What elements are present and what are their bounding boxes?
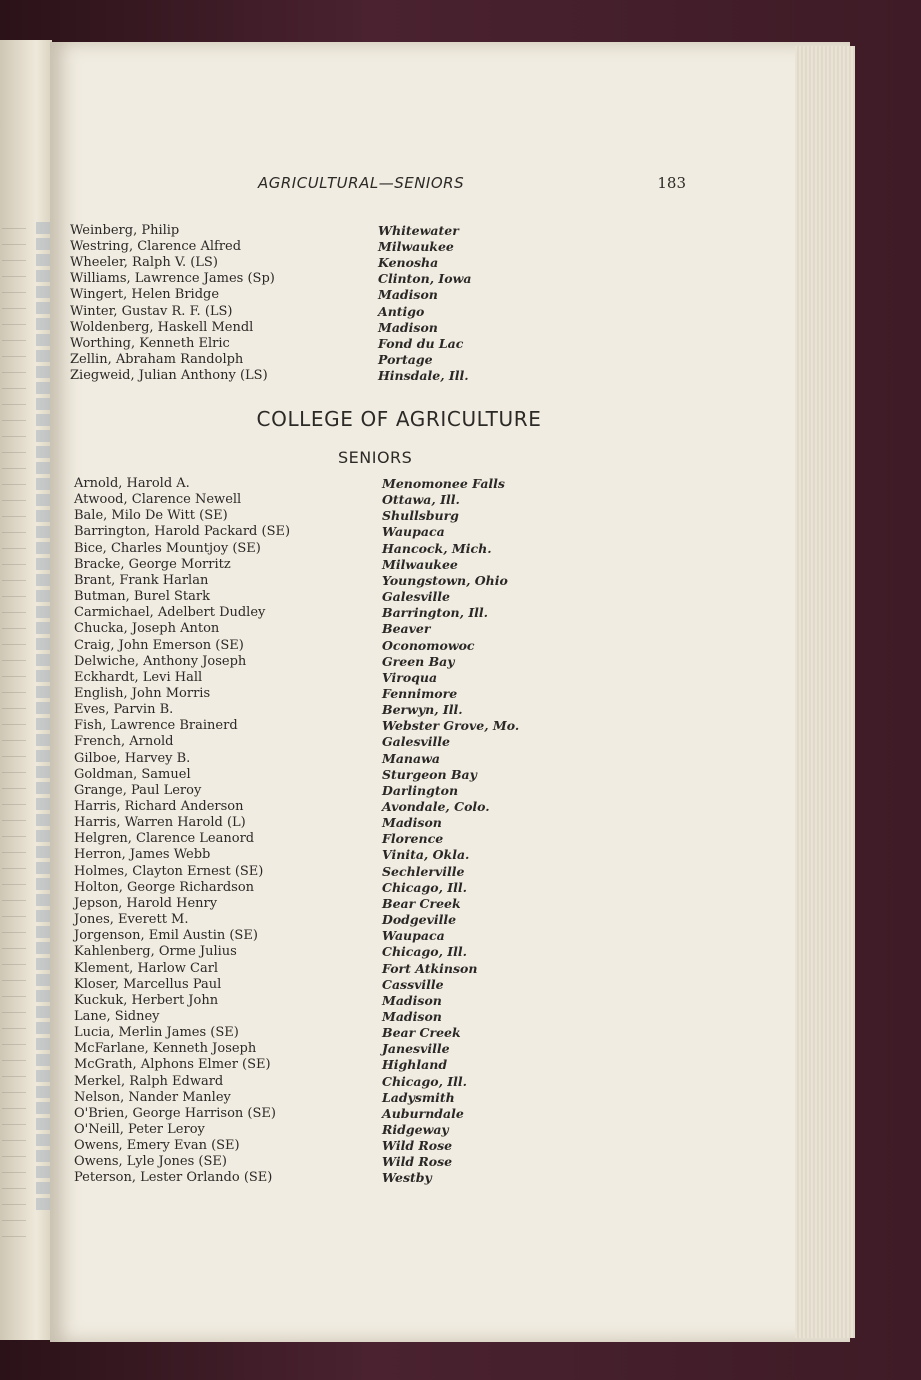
bleed-through-line: —— — [2, 940, 26, 954]
tab-mark — [36, 254, 50, 266]
bleed-through-line: —— — [2, 1116, 26, 1130]
hometown: Milwaukee — [382, 556, 458, 572]
student-name: Wingert, Helen Bridge — [70, 287, 220, 303]
hometown: Madison — [378, 319, 438, 335]
student-name: O'Neill, Peter Leroy — [74, 1122, 205, 1137]
hometown: Antigo — [378, 303, 425, 319]
bleed-through-line: —— — [2, 1212, 26, 1226]
bleed-through-line: —— — [2, 620, 26, 634]
bleed-through-line: —— — [2, 988, 26, 1002]
tab-mark — [36, 350, 50, 362]
bleed-through-line: —— — [2, 1180, 26, 1194]
tab-mark — [36, 1086, 50, 1098]
student-name: Kahlenberg, Orme Julius — [74, 944, 237, 960]
bleed-through-line: —— — [2, 972, 26, 986]
bleed-through-line: —— — [2, 1148, 26, 1162]
tab-mark — [36, 1182, 50, 1194]
tab-mark — [36, 830, 50, 842]
student-name: Lucia, Merlin James (SE) — [74, 1025, 239, 1041]
tab-mark — [36, 974, 50, 986]
student-name: Jepson, Harold Henry — [74, 895, 218, 911]
bleed-through-line: —— — [2, 556, 26, 570]
tab-mark — [36, 510, 50, 522]
hometown: Highland — [382, 1057, 448, 1073]
bleed-through-line: —— — [2, 572, 26, 586]
page-stack-edge — [795, 46, 855, 1338]
student-name: Holton, George Richardson — [74, 879, 255, 895]
student-name: Worthing, Kenneth Elric — [70, 335, 230, 351]
bleed-through-line: —— — [2, 1084, 26, 1098]
student-name: Jones, Everett M. — [74, 912, 189, 928]
student-name: Weinberg, Philip — [70, 223, 180, 238]
bleed-through-line: —— — [2, 300, 26, 314]
bleed-through-line: —— — [2, 828, 26, 842]
student-name: Goldman, Samuel — [74, 766, 191, 782]
tab-mark — [36, 334, 50, 346]
student-name: Eves, Parvin B. — [74, 702, 174, 718]
hometown: Youngstown, Ohio — [382, 572, 508, 588]
student-name: Arnold, Harold A. — [74, 476, 190, 491]
hometown: Wild Rose — [382, 1154, 453, 1170]
student-name: Nelson, Nander Manley — [74, 1089, 231, 1105]
tab-mark — [36, 782, 50, 794]
hometown: Ladysmith — [382, 1089, 455, 1105]
tab-mark — [36, 1198, 50, 1210]
bleed-through-line: —— — [2, 764, 26, 778]
tab-mark — [36, 718, 50, 730]
hometown: Milwaukee — [378, 239, 454, 255]
page-number: 183 — [657, 174, 686, 192]
bleed-through-line: —— — [2, 844, 26, 858]
tab-mark — [36, 286, 50, 298]
bleed-through-line: —— — [2, 268, 26, 282]
hometown: Menomonee Falls — [382, 476, 505, 491]
bleed-through-line: —— — [2, 892, 26, 906]
tab-mark — [36, 430, 50, 442]
student-name: Delwiche, Anthony Joseph — [74, 653, 247, 669]
hometown: Portage — [378, 351, 433, 367]
bleed-through-line: —— — [2, 316, 26, 330]
tab-mark — [36, 542, 50, 554]
student-name: Butman, Burel Stark — [74, 589, 210, 605]
bleed-through-line: —— — [2, 444, 26, 458]
bleed-through-line: —— — [2, 956, 26, 970]
bleed-through-line: —— — [2, 524, 26, 538]
student-name: French, Arnold — [74, 734, 174, 750]
bleed-through-line: —— — [2, 1132, 26, 1146]
bleed-through-line: —— — [2, 1068, 26, 1082]
tab-mark — [36, 574, 50, 586]
student-name: Fish, Lawrence Brainerd — [74, 718, 238, 734]
running-head: AGRICULTURAL—SENIORS — [258, 174, 465, 192]
hometown: Webster Grove, Mo. — [382, 718, 520, 734]
tab-mark — [36, 638, 50, 650]
hometown: Chicago, Ill. — [382, 879, 467, 895]
tab-mark — [36, 1118, 50, 1130]
tab-mark — [36, 750, 50, 762]
tab-mark — [36, 702, 50, 714]
student-name: Woldenberg, Haskell Mendl — [70, 319, 254, 335]
thumb-index-tabs — [36, 40, 50, 1340]
student-name: Peterson, Lester Orlando (SE) — [74, 1170, 273, 1186]
student-name: Grange, Paul Leroy — [74, 782, 202, 798]
hometown: Cassville — [382, 976, 444, 992]
bleed-through-line: —— — [2, 284, 26, 298]
student-name: Bice, Charles Mountjoy (SE) — [74, 540, 261, 556]
hometown: Galesville — [382, 589, 450, 605]
student-name: Gilboe, Harvey B. — [74, 750, 191, 766]
hometown: Sturgeon Bay — [382, 766, 477, 782]
student-name: Atwood, Clarence Newell — [74, 492, 242, 508]
bleed-through-line: —— — [2, 364, 26, 378]
student-name: Wheeler, Ralph V. (LS) — [70, 255, 218, 271]
hometown: Oconomowoc — [382, 637, 475, 653]
hometown: Madison — [382, 1008, 442, 1024]
tab-mark — [36, 990, 50, 1002]
hometown: Hinsdale, Ill. — [378, 367, 469, 383]
hometown: Green Bay — [382, 653, 455, 669]
bleed-through-line: —— — [2, 604, 26, 618]
bleed-through-line: —— — [2, 348, 26, 362]
hometown: Vinita, Okla. — [382, 847, 470, 863]
tab-mark — [36, 270, 50, 282]
student-name: Jorgenson, Emil Austin (SE) — [74, 928, 258, 944]
student-name: Harris, Warren Harold (L) — [74, 815, 246, 831]
student-name: Harris, Richard Anderson — [74, 799, 244, 814]
student-name: English, John Morris — [74, 685, 211, 701]
tab-mark — [36, 478, 50, 490]
bleed-through-line: —— — [2, 684, 26, 698]
student-name: Craig, John Emerson (SE) — [74, 637, 244, 653]
student-name: Kloser, Marcellus Paul — [74, 976, 222, 992]
hometown: Madison — [382, 815, 442, 831]
student-name: Ziegweid, Julian Anthony (LS) — [70, 367, 268, 383]
bleed-through-line: —— — [2, 876, 26, 890]
hometown: Ridgeway — [382, 1122, 449, 1137]
hometown: Hancock, Mich. — [382, 540, 492, 556]
student-name: McFarlane, Kenneth Joseph — [74, 1041, 257, 1057]
hometown: Berwyn, Ill. — [382, 702, 463, 718]
tab-mark — [36, 1022, 50, 1034]
tab-mark — [36, 670, 50, 682]
bleed-through-line: —— — [2, 252, 26, 266]
bleed-through-line: —— — [2, 716, 26, 730]
bleed-through-line: —— — [2, 652, 26, 666]
hometown: Barrington, Ill. — [382, 605, 489, 621]
bleed-through-line: —— — [2, 908, 26, 922]
left-page-edge — [0, 40, 52, 1340]
tab-mark — [36, 894, 50, 906]
bleed-through-line: —— — [2, 1100, 26, 1114]
tab-mark — [36, 910, 50, 922]
student-name: Herron, James Webb — [74, 847, 211, 863]
student-name: Williams, Lawrence James (Sp) — [70, 271, 275, 287]
tab-mark — [36, 318, 50, 330]
hometown: Auburndale — [382, 1105, 464, 1121]
tab-mark — [36, 382, 50, 394]
tab-mark — [36, 862, 50, 874]
student-name: Merkel, Ralph Edward — [74, 1073, 224, 1089]
hometown: Chicago, Ill. — [382, 1073, 467, 1089]
hometown: Dodgeville — [382, 912, 457, 928]
tab-mark — [36, 766, 50, 778]
tab-mark — [36, 302, 50, 314]
tab-mark — [36, 222, 50, 234]
student-name: Zellin, Abraham Randolph — [70, 351, 244, 367]
hometown: Beaver — [382, 621, 431, 637]
tab-mark — [36, 1070, 50, 1082]
hometown: Ottawa, Ill. — [382, 492, 460, 508]
student-name: McGrath, Alphons Elmer (SE) — [74, 1057, 271, 1073]
bleed-through-line: —— — [2, 860, 26, 874]
tab-mark — [36, 590, 50, 602]
bleed-through-line: —— — [2, 1164, 26, 1178]
student-name: Carmichael, Adelbert Dudley — [74, 605, 266, 621]
hometown: Madison — [382, 992, 442, 1008]
hometown: Sechlerville — [382, 863, 465, 879]
tab-mark — [36, 734, 50, 746]
tab-mark — [36, 1102, 50, 1114]
bleed-through-line: —— — [2, 812, 26, 826]
tab-mark — [36, 526, 50, 538]
bleed-through-line: —— — [2, 236, 26, 250]
student-name: Barrington, Harold Packard (SE) — [74, 524, 291, 540]
hometown: Clinton, Iowa — [378, 271, 472, 287]
tab-mark — [36, 846, 50, 858]
hometown: Kenosha — [378, 255, 439, 271]
bleed-through-line: —— — [2, 540, 26, 554]
hometown: Fond du Lac — [378, 335, 464, 351]
tab-mark — [36, 958, 50, 970]
bleed-through-line: —— — [2, 588, 26, 602]
bleed-through-line: —— — [2, 412, 26, 426]
tab-mark — [36, 238, 50, 250]
tab-mark — [36, 366, 50, 378]
hometown: Fennimore — [382, 685, 458, 701]
tab-mark — [36, 606, 50, 618]
tab-mark — [36, 1054, 50, 1066]
student-name: Westring, Clarence Alfred — [70, 239, 242, 255]
bleed-through-line: —— — [2, 492, 26, 506]
bleed-through-line: —— — [2, 460, 26, 474]
bleed-through-line: —— — [2, 924, 26, 938]
hometown: Florence — [382, 831, 444, 847]
bleed-through-line: —— — [2, 396, 26, 410]
tab-mark — [36, 462, 50, 474]
tab-mark — [36, 878, 50, 890]
hometown: Viroqua — [382, 669, 438, 685]
tab-mark — [36, 798, 50, 810]
bleed-through-line: —— — [2, 1196, 26, 1210]
hometown: Bear Creek — [382, 895, 461, 911]
hometown: Darlington — [382, 782, 459, 798]
bleed-through-line: —— — [2, 1004, 26, 1018]
tab-mark — [36, 926, 50, 938]
bleed-through-line: —— — [2, 1228, 26, 1242]
tab-mark — [36, 814, 50, 826]
student-name: O'Brien, George Harrison (SE) — [74, 1105, 276, 1121]
hometown: Bear Creek — [382, 1025, 461, 1041]
bleed-through-line: —— — [2, 1020, 26, 1034]
tab-mark — [36, 1150, 50, 1162]
tab-mark — [36, 622, 50, 634]
bleed-through-line: —— — [2, 428, 26, 442]
bleed-through-line: —— — [2, 796, 26, 810]
bleed-through-line: —— — [2, 1036, 26, 1050]
tab-mark — [36, 942, 50, 954]
student-name: Kuckuk, Herbert John — [74, 992, 219, 1008]
hometown: Madison — [378, 287, 438, 303]
student-name: Owens, Lyle Jones (SE) — [74, 1154, 227, 1170]
bleed-through-line: —— — [2, 380, 26, 394]
tab-mark — [36, 558, 50, 570]
bleed-through-line: —— — [2, 748, 26, 762]
hometown: Avondale, Colo. — [382, 799, 490, 814]
tab-mark — [36, 1166, 50, 1178]
section-title: SENIORS — [338, 448, 413, 467]
hometown: Fort Atkinson — [382, 960, 478, 976]
student-name: Brant, Frank Harlan — [74, 572, 209, 588]
hometown: Chicago, Ill. — [382, 944, 467, 960]
tab-mark — [36, 446, 50, 458]
student-name: Bracke, George Morritz — [74, 556, 231, 572]
tab-mark — [36, 1006, 50, 1018]
bleed-through-line: —— — [2, 220, 26, 234]
page-header — [258, 174, 686, 196]
hometown: Galesville — [382, 734, 450, 750]
hometown: Westby — [382, 1170, 432, 1186]
tab-mark — [36, 494, 50, 506]
bleed-through-line: —— — [2, 508, 26, 522]
student-name: Eckhardt, Levi Hall — [74, 669, 203, 685]
hometown: Waupaca — [382, 928, 445, 944]
student-name: Winter, Gustav R. F. (LS) — [70, 303, 233, 319]
bleed-through-line: —— — [2, 1052, 26, 1066]
bleed-through-line: —— — [2, 332, 26, 346]
student-name: Klement, Harlow Carl — [74, 960, 219, 976]
hometown: Shullsburg — [382, 508, 459, 524]
student-name: Helgren, Clarence Leanord — [74, 831, 255, 847]
student-name: Bale, Milo De Witt (SE) — [74, 508, 228, 524]
hometown: Whitewater — [378, 223, 459, 238]
bleed-through-line: —— — [2, 636, 26, 650]
college-title: COLLEGE OF AGRICULTURE — [256, 407, 542, 431]
bleed-through-line: —— — [2, 668, 26, 682]
hometown: Janesville — [382, 1041, 450, 1057]
student-name: Chucka, Joseph Anton — [74, 621, 220, 637]
student-name: Owens, Emery Evan (SE) — [74, 1138, 240, 1154]
tab-mark — [36, 1038, 50, 1050]
hometown: Waupaca — [382, 524, 445, 540]
bleed-through-line: —— — [2, 476, 26, 490]
student-name: Lane, Sidney — [74, 1008, 160, 1024]
student-name: Holmes, Clayton Ernest (SE) — [74, 863, 264, 879]
tab-mark — [36, 654, 50, 666]
bleed-through-line: —— — [2, 732, 26, 746]
tab-mark — [36, 1134, 50, 1146]
hometown: Manawa — [382, 750, 440, 766]
bleed-through-line: —— — [2, 700, 26, 714]
hometown: Wild Rose — [382, 1138, 453, 1154]
tab-mark — [36, 686, 50, 698]
bleed-through-line: —— — [2, 780, 26, 794]
